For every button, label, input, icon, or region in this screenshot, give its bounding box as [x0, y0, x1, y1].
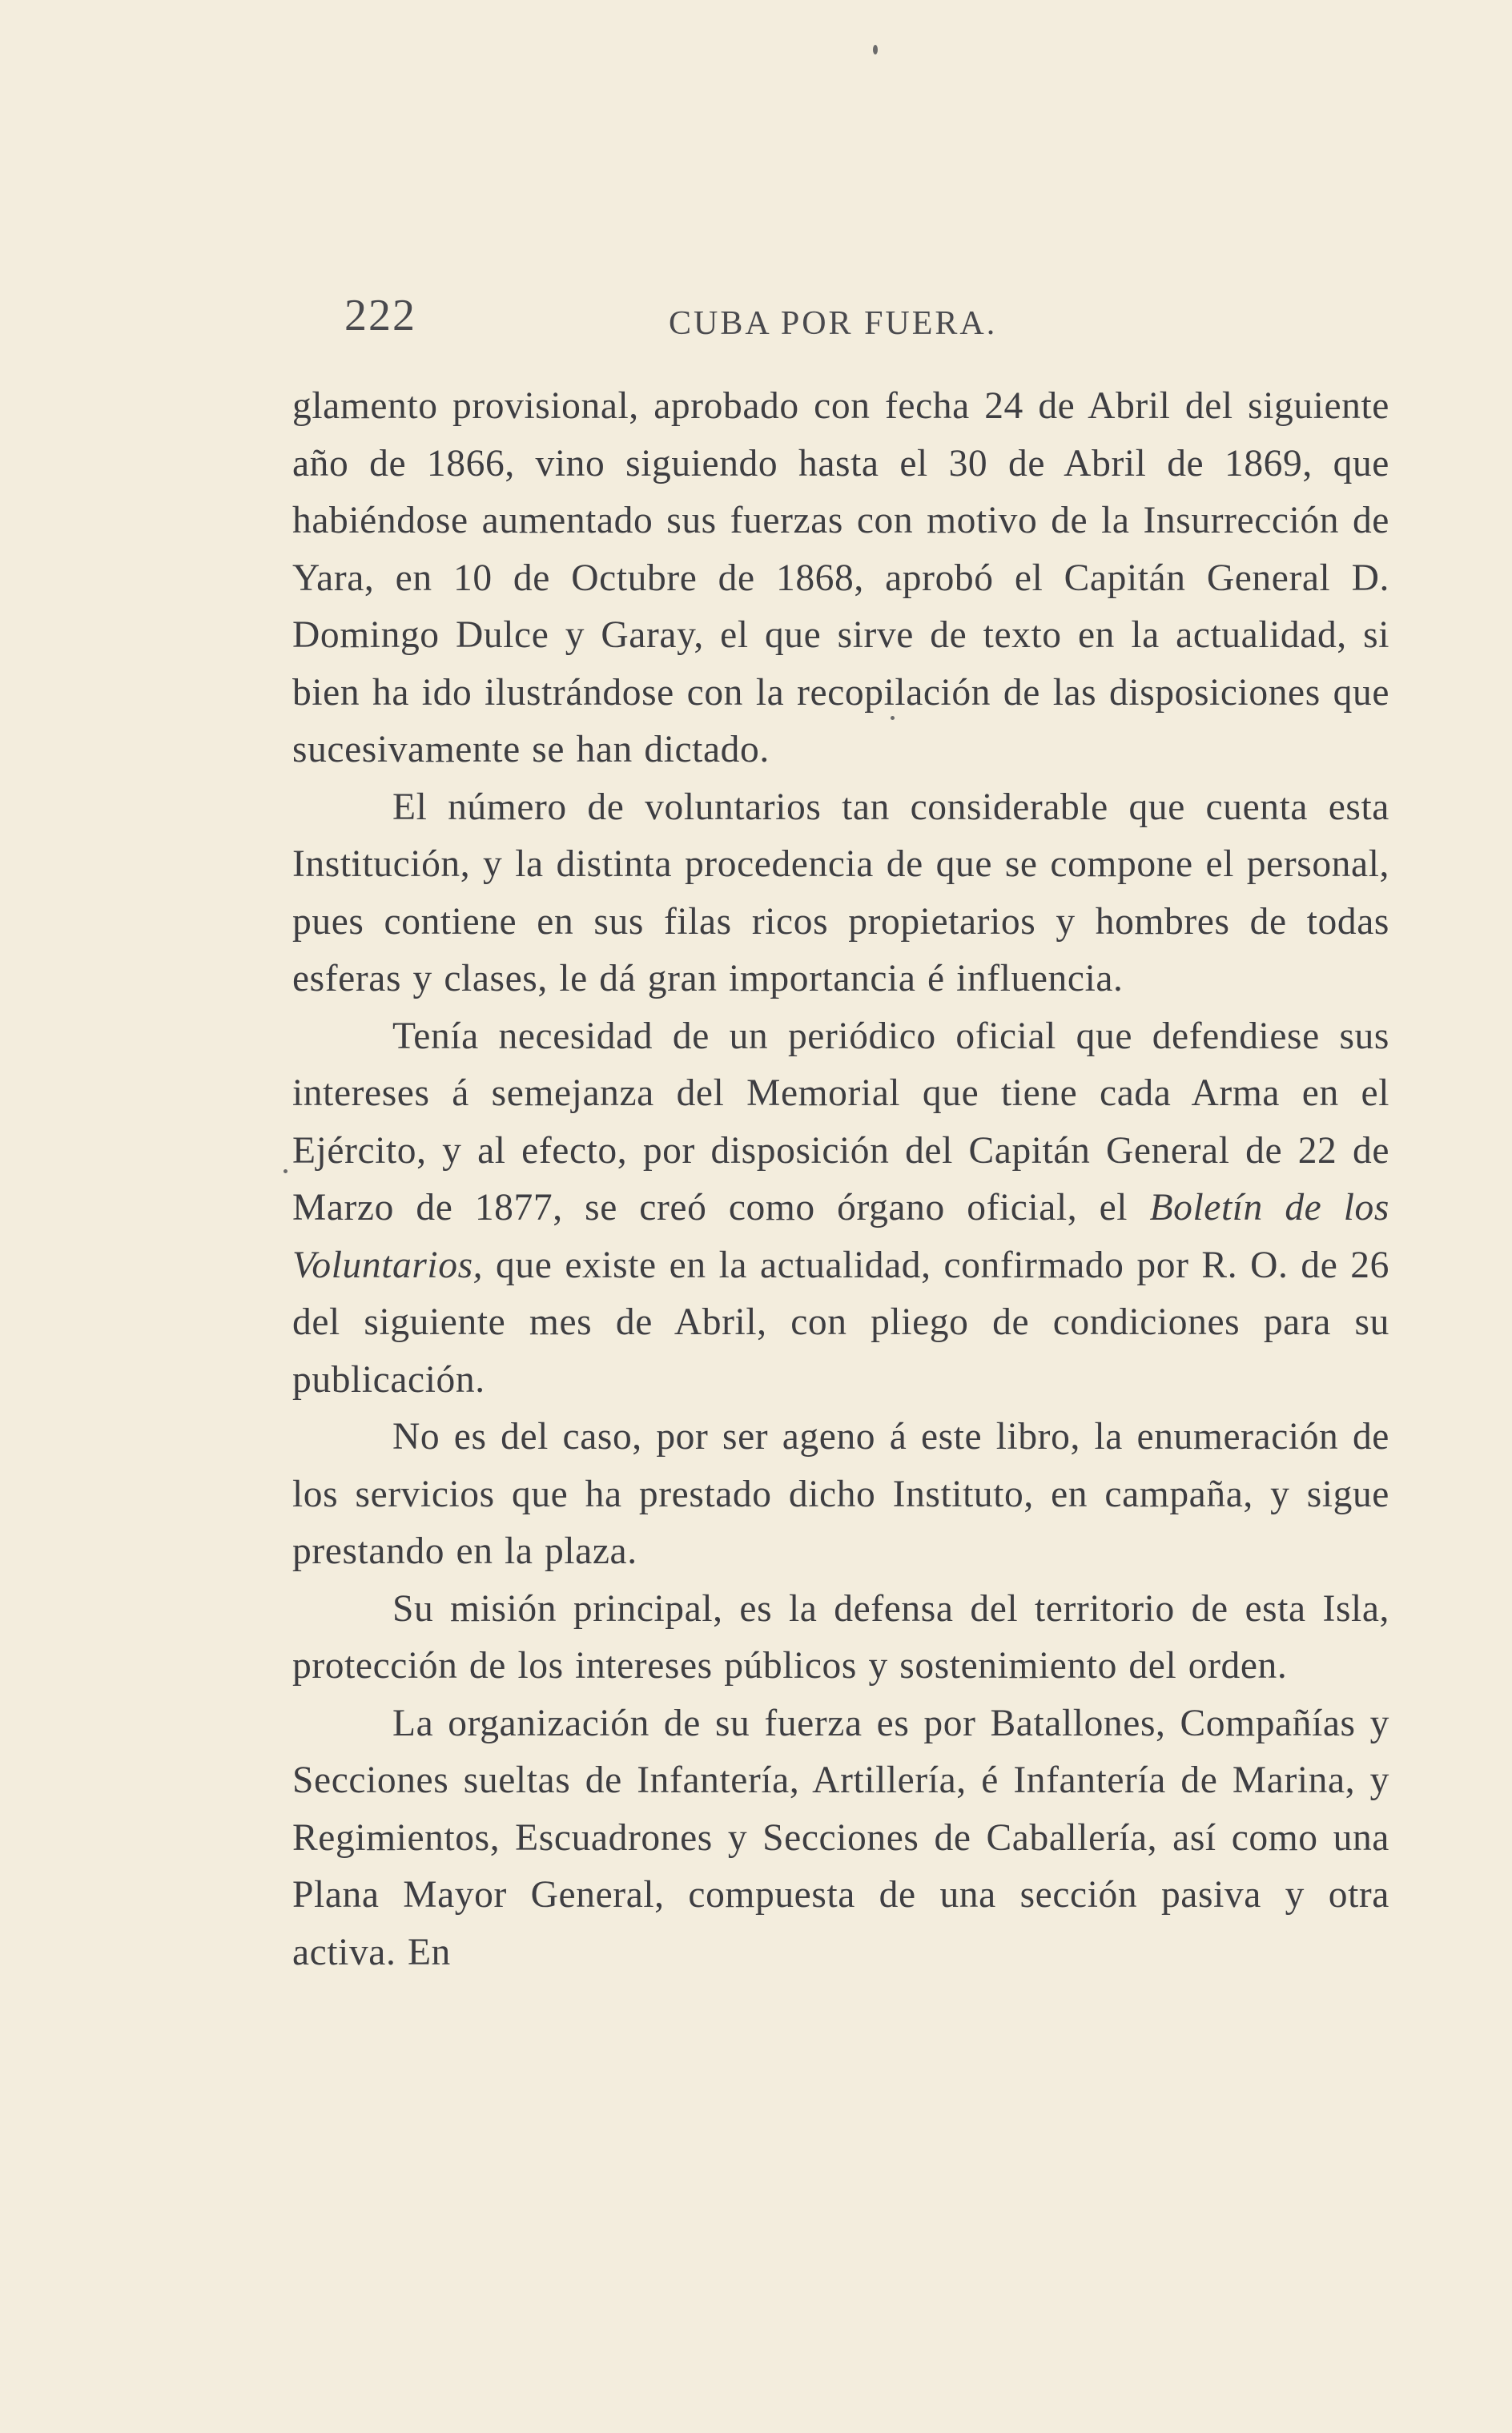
paragraph-organizacion: La organización de su fuerza es por Batallones, Compañías y Secciones sueltas de Infantería, Artillería, é Infantería de Marina, y Regimientos, Escuadrones y Secciones de Caballería, así como una Plana Mayor General, compuesta de una sección pasiva y otra activa. En [292, 1702, 1389, 1973]
boletin-title: Boletín de los Voluntarios, [292, 1187, 1389, 1286]
paragraph-servicios: No es del caso, por ser ageno á este libro, la enumeración de los servicios que ha prestado dicho Instituto, en campaña, y sigue prestando en la plaza. [292, 1416, 1389, 1572]
ink-speck [284, 1169, 288, 1173]
paragraph-boletin-after: que existe en la actualidad, confirmado por R. O. de 26 del siguiente mes de Abril, con pliego de condiciones para su publicación. [292, 1244, 1389, 1401]
ink-speck [873, 45, 878, 54]
paragraph-continuation: glamento provisional, aprobado con fecha 24 de Abril del siguiente año de 1866, vino siguiendo hasta el 30 de Abril de 1869, que habiéndose aumentado sus fuerzas con motivo de la Insurrección de Yara, en 10 de Octubre de 1868, aprobó el Capitán General D. Domingo Dulce y Garay, el que sirve de texto en la actualidad, si bien ha ido ilustrándose con la recopilación de las disposiciones que sucesivamente se han dictado. [292, 385, 1389, 770]
page-number: 222 [344, 291, 416, 340]
running-title: CUBA POR FUERA. [669, 305, 998, 342]
paragraph-boletin-before: Tenía necesidad de un periódico oficial que defendiese sus intereses á semejanza del Memorial que tiene cada Arma en el Ejército, y al efecto, por disposición del Capitán General de 22 de Marzo de 1877, se creó como órgano oficial, el [292, 1015, 1389, 1229]
paragraph-mision: Su misión principal, es la defensa del territorio de esta Isla, protección de los intereses públicos y sostenimiento del orden. [292, 1587, 1389, 1687]
paragraph-boletin [292, 1008, 1389, 1410]
page-header [344, 290, 1065, 346]
body-text [292, 378, 1389, 1981]
paragraph-voluntarios: El número de voluntarios tan considerable que cuenta esta Institución, y la distinta procedencia de que se compone el personal, pues contiene en sus filas ricos propietarios y hombres de todas esferas y clases, le dá gran importancia é influencia. [292, 786, 1389, 999]
